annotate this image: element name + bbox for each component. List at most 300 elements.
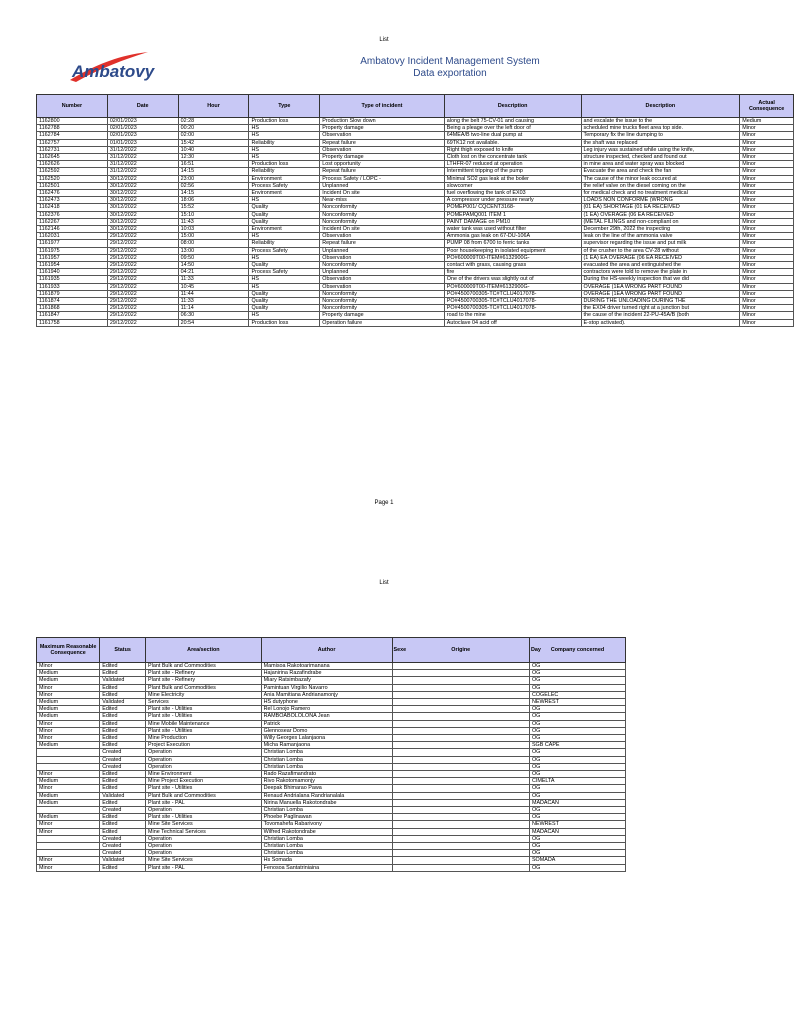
table-cell: OVERAGE (1EA WRONG PART FOUND (581, 283, 740, 290)
table-cell (392, 850, 529, 857)
table-cell (392, 778, 529, 785)
table-cell: Minor (740, 254, 794, 261)
table-cell: 11:14 (178, 305, 249, 312)
table-cell: Minor (740, 312, 794, 319)
table-cell: leak on the line of the ammonia valve (581, 233, 740, 240)
table-cell: NEWREST (529, 821, 625, 828)
table-cell: Validated (100, 857, 146, 864)
table-cell: December 29th, 2022 the inspecting (581, 226, 740, 233)
table-cell: Renaud Andrialana Randrianalala (261, 792, 392, 799)
table-cell: 30/12/2022 (107, 175, 178, 182)
table-cell: Created (100, 763, 146, 770)
table-cell (37, 843, 100, 850)
table-row (37, 161, 794, 168)
table-cell: Created (100, 749, 146, 756)
table-cell: fuel overflowing the tank of EX03 (444, 190, 581, 197)
column-header: Number (37, 95, 108, 118)
table-cell: Medium (37, 713, 100, 720)
table-cell: scheduled mine trucks fleet area top side. (581, 125, 740, 132)
table-row (37, 771, 626, 778)
column-header: Description (581, 95, 740, 118)
table-cell: 29/12/2022 (107, 290, 178, 297)
table-cell: Mine Production (146, 735, 262, 742)
table-row (37, 290, 794, 297)
table-cell: OG (529, 720, 625, 727)
table-cell: Quality (249, 305, 320, 312)
table-cell: PO#4500700305-TC#TCLU4017078- (444, 305, 581, 312)
page-header-label: List (379, 37, 389, 43)
table-cell: Edited (100, 735, 146, 742)
table-row (37, 792, 626, 799)
table-cell: Nonconformity (320, 218, 445, 225)
table-cell: Operation (146, 807, 262, 814)
table-cell: 29/12/2022 (107, 247, 178, 254)
table-cell: 29/12/2022 (107, 254, 178, 261)
table-cell: Edited (100, 821, 146, 828)
table-cell: Edited (100, 828, 146, 835)
table-cell: 1162788 (37, 125, 108, 132)
table-cell: Edited (100, 864, 146, 871)
table-cell: Rivo Rakotomamonjy (261, 778, 392, 785)
table-row (37, 807, 626, 814)
table-cell: Minor (740, 125, 794, 132)
table-cell (392, 821, 529, 828)
table-row (37, 118, 794, 125)
table-cell: PO#4500700305-TC#TCLU4017078- (444, 290, 581, 297)
table-cell: 1161847 (37, 312, 108, 319)
table-cell: Validated (100, 792, 146, 799)
table-cell: 10:03 (178, 226, 249, 233)
table-cell: Medium (37, 670, 100, 677)
column-header: Author (261, 638, 392, 663)
table-row (37, 254, 794, 261)
table-cell: OVERAGE (1EA WRONG PART FOUND (581, 290, 740, 297)
table-cell: Minor (37, 720, 100, 727)
table-cell: Wilfred Rakotondrabe (261, 828, 392, 835)
table-row (37, 850, 626, 857)
table-cell: Evacuate the area and check the fan (581, 168, 740, 175)
table-cell: Edited (100, 778, 146, 785)
table-cell: OG (529, 684, 625, 691)
table-cell: in mine area and water spray was blocked (581, 161, 740, 168)
logo-text: Ambatovy (72, 62, 155, 81)
table-cell: 30/12/2022 (107, 197, 178, 204)
table-cell: Operation (146, 756, 262, 763)
table-cell: 29/12/2022 (107, 240, 178, 247)
table-cell (392, 713, 529, 720)
table-cell: OG (529, 670, 625, 677)
table-cell: RAMBOABOLOLONA Jean (261, 713, 392, 720)
table-cell: Medium (37, 792, 100, 799)
table-cell: POMEP001/ CQCENT3168- (444, 204, 581, 211)
table-cell: 1161977 (37, 240, 108, 247)
table-cell: 1162784 (37, 132, 108, 139)
table-cell: Edited (100, 727, 146, 734)
table-cell: 1162757 (37, 139, 108, 146)
table-cell (392, 857, 529, 864)
table-cell: 16:51 (178, 161, 249, 168)
table-cell: Minor (740, 204, 794, 211)
table-cell: OG (529, 850, 625, 857)
table-row (37, 835, 626, 842)
table-cell: Unplanned (320, 182, 445, 189)
table-cell: Plant site - PAL (146, 864, 262, 871)
table-cell: 15:52 (178, 204, 249, 211)
table-cell: PO#4500700305-TC#TCLU4017078- (444, 298, 581, 305)
table-cell: OG (529, 814, 625, 821)
table-cell: Plant Bulk and Commodities (146, 663, 262, 670)
table-cell (392, 742, 529, 749)
table-row (37, 663, 626, 670)
table-cell (392, 670, 529, 677)
table-cell: Cloth lost on the concentrate tank (444, 154, 581, 161)
table-cell: 29/12/2022 (107, 233, 178, 240)
table-cell: 20:54 (178, 319, 249, 326)
table-cell: Production loss (249, 161, 320, 168)
table-cell: 31/12/2022 (107, 168, 178, 175)
table-cell: Reliability (249, 168, 320, 175)
table-cell: of the crusher to the area CV-28 without (581, 247, 740, 254)
table-cell: Minor (37, 684, 100, 691)
table-cell: Edited (100, 720, 146, 727)
table-cell (392, 749, 529, 756)
table-cell (37, 763, 100, 770)
table-cell (392, 771, 529, 778)
table-cell: Created (100, 835, 146, 842)
table-row (37, 821, 626, 828)
table-cell: Minor (37, 785, 100, 792)
table-cell: Minor (740, 283, 794, 290)
table-cell: Christian Lomba (261, 756, 392, 763)
table-cell: Operation (146, 763, 262, 770)
table-row (37, 139, 794, 146)
table-row (37, 778, 626, 785)
table-cell: 11:33 (178, 298, 249, 305)
table-row (37, 727, 626, 734)
table-cell: Process Safety (249, 182, 320, 189)
table-cell: Plant site - Utilities (146, 814, 262, 821)
table-cell: Quality (249, 262, 320, 269)
table-cell: 1162267 (37, 218, 108, 225)
table-cell: slowcomer (444, 182, 581, 189)
table-cell: 02:00 (178, 132, 249, 139)
table-cell: 11:44 (178, 290, 249, 297)
table-row (37, 319, 794, 326)
table-cell (392, 684, 529, 691)
table-cell: NEWREST (529, 699, 625, 706)
table-cell: HS (249, 132, 320, 139)
table-cell: Quality (249, 211, 320, 218)
table-cell: Edited (100, 691, 146, 698)
table-cell: 1162731 (37, 146, 108, 153)
table-cell: Minor (740, 218, 794, 225)
table-cell: Medium (37, 706, 100, 713)
table-cell: Being a pleage over the left door of (444, 125, 581, 132)
table-cell: Deepak Bhimarao Pawa (261, 785, 392, 792)
table-cell (392, 799, 529, 806)
table-cell: 30/12/2022 (107, 182, 178, 189)
table-cell: 1161874 (37, 298, 108, 305)
table-cell: Plant site - Refinery (146, 670, 262, 677)
table-cell: 30/12/2022 (107, 204, 178, 211)
table-cell: Nirina Manuella Rakotondrabe (261, 799, 392, 806)
table-cell: Repeat failure (320, 139, 445, 146)
table-cell: Minimal SO2 gas leak at the boiler (444, 175, 581, 182)
table-row (37, 132, 794, 139)
table-cell (37, 850, 100, 857)
table-cell: COGELEC (529, 691, 625, 698)
table-cell: and escalate the issue to the (581, 118, 740, 125)
table-row (37, 190, 794, 197)
table-row (37, 218, 794, 225)
table-cell: 31/12/2022 (107, 154, 178, 161)
table-cell: Minor (37, 691, 100, 698)
table-cell: Minor (740, 226, 794, 233)
table-cell: Nonconformity (320, 290, 445, 297)
table-cell: 06:30 (178, 312, 249, 319)
table-cell (392, 756, 529, 763)
table-cell: CIMELTA (529, 778, 625, 785)
table-cell: Edited (100, 706, 146, 713)
table-cell (392, 828, 529, 835)
table-cell: Medium (37, 799, 100, 806)
table-row (37, 247, 794, 254)
table-row (37, 197, 794, 204)
table-row (37, 799, 626, 806)
table-cell: 00:20 (178, 125, 249, 132)
table-cell: Reliability (249, 240, 320, 247)
table-row (37, 828, 626, 835)
table-cell: Repeat failure (320, 240, 445, 247)
table-cell: Created (100, 756, 146, 763)
table-cell: Observation (320, 146, 445, 153)
table-cell: 1161957 (37, 254, 108, 261)
table-cell: Minor (740, 211, 794, 218)
table-cell: Hajanirina Razafindrabe (261, 670, 392, 677)
table-cell: Minor (740, 168, 794, 175)
table-cell: (1 EA) EA OVERAGE (06 EA RECEIVED (581, 254, 740, 261)
table-row (37, 684, 626, 691)
table-cell: Validated (100, 677, 146, 684)
table-cell: 10:40 (178, 146, 249, 153)
table-cell: Christian Lomba (261, 850, 392, 857)
incident-table (36, 94, 794, 327)
table-cell (37, 835, 100, 842)
table-cell: OG (529, 771, 625, 778)
table-cell: Plant site - PAL (146, 799, 262, 806)
table-cell: 30/12/2022 (107, 226, 178, 233)
table-cell: Minor (740, 132, 794, 139)
table-cell: 1162645 (37, 154, 108, 161)
table-cell: Leg injury was sustained while using the knife, (581, 146, 740, 153)
table-cell: 09:50 (178, 254, 249, 261)
table-cell: the relief valve on the diesel coming on the (581, 182, 740, 189)
table-row (37, 175, 794, 182)
table-cell: Property damage (320, 312, 445, 319)
table-row (37, 125, 794, 132)
table-cell: supervisor regarding the issue and put milk (581, 240, 740, 247)
table-cell: OG (529, 713, 625, 720)
table-cell: Operation (146, 850, 262, 857)
table-cell: 11:43 (178, 218, 249, 225)
table-cell: Minor (740, 146, 794, 153)
table-cell: Nonconformity (320, 262, 445, 269)
column-header: Origine (392, 638, 529, 663)
table-cell: Mine Technical Services (146, 828, 262, 835)
table-cell: 14:15 (178, 168, 249, 175)
table-cell: DURING THE UNLOADING DURING THE (581, 298, 740, 305)
table-cell: Miary Ratsimbazafy (261, 677, 392, 684)
table-cell: Quality (249, 290, 320, 297)
table-row (37, 240, 794, 247)
table-row (37, 749, 626, 756)
table-cell: Medium (37, 778, 100, 785)
table-cell: 29/12/2022 (107, 305, 178, 312)
table-cell: along the belt 75-CV-01 and causing (444, 118, 581, 125)
table-cell: Minor (740, 247, 794, 254)
table-row (37, 312, 794, 319)
table-row (37, 699, 626, 706)
table-cell: HS (249, 312, 320, 319)
table-cell: Observation (320, 283, 445, 290)
table-cell: 64MEA/B two-line dual pump at (444, 132, 581, 139)
table-cell: evacuated the area and extinguished the (581, 262, 740, 269)
table-cell: road to the mine (444, 312, 581, 319)
table-cell: Minor (740, 240, 794, 247)
table-cell: Observation (320, 233, 445, 240)
table-cell: Operation (146, 835, 262, 842)
table-cell: 18:06 (178, 197, 249, 204)
table-cell: Minor (740, 269, 794, 276)
table-cell: Christian Lomba (261, 835, 392, 842)
table-cell: the shaft was replaced (581, 139, 740, 146)
table-cell: OG (529, 843, 625, 850)
table-cell: Minor (740, 161, 794, 168)
table-cell: Glennosear Domo (261, 727, 392, 734)
table-cell: Minor (37, 663, 100, 670)
table-cell: Ania Mamitiana Andrianamonjy (261, 691, 392, 698)
table-cell: Christian Lomba (261, 807, 392, 814)
table-row (37, 735, 626, 742)
table-cell: Edited (100, 814, 146, 821)
table-cell (392, 691, 529, 698)
table-cell: 1162626 (37, 161, 108, 168)
table-row (37, 691, 626, 698)
table-row (37, 785, 626, 792)
table-cell: Minor (740, 262, 794, 269)
table-cell: OG (529, 807, 625, 814)
table-cell: Nonconformity (320, 305, 445, 312)
column-header: Maximum Reasonable Consequence (37, 638, 100, 663)
table-cell: Property damage (320, 154, 445, 161)
table-cell: Incident On site (320, 226, 445, 233)
table-cell: 02:28 (178, 118, 249, 125)
table-cell: Minor (740, 154, 794, 161)
column-header: Type of incident (320, 95, 445, 118)
table-cell: 12:30 (178, 154, 249, 161)
table-cell: structure inspected, checked and found out (581, 154, 740, 161)
table-cell: contractors were told to remove the plate in (581, 269, 740, 276)
table-cell: Edited (100, 684, 146, 691)
table-cell: Edited (100, 771, 146, 778)
table-cell: HS (249, 233, 320, 240)
table-cell: 1161975 (37, 247, 108, 254)
table-cell: PO#600009T00-ITEM#6132900G- (444, 283, 581, 290)
table-row (37, 168, 794, 175)
table-cell: 1161868 (37, 305, 108, 312)
table-cell: Project Execution (146, 742, 262, 749)
table-cell: 29/12/2022 (107, 312, 178, 319)
table-cell (392, 864, 529, 871)
table-row (37, 706, 626, 713)
table-cell: Plant site - Utilities (146, 727, 262, 734)
page-title: Ambatovy Incident Management System (360, 56, 540, 67)
table-cell: 31/12/2022 (107, 161, 178, 168)
table-cell: Mine Site Services (146, 857, 262, 864)
table-cell: SGB CAPE (529, 742, 625, 749)
table-cell: Christian Lomba (261, 763, 392, 770)
table-cell: HS (249, 154, 320, 161)
column-header: Hour (178, 95, 249, 118)
table-cell: 04:21 (178, 269, 249, 276)
table-cell: Mine Electricity (146, 691, 262, 698)
table-cell: 1161879 (37, 290, 108, 297)
table-cell: Medium (37, 814, 100, 821)
table-cell: Willy Georges Lalanjaona (261, 735, 392, 742)
column-header: Status (100, 638, 146, 663)
table-cell: OG (529, 663, 625, 670)
table-cell: Minor (740, 298, 794, 305)
table-cell: 29/12/2022 (107, 298, 178, 305)
table-cell: Edited (100, 785, 146, 792)
column-header: Description (444, 95, 581, 118)
table-cell: Christian Lomba (261, 749, 392, 756)
table-cell: Created (100, 850, 146, 857)
table-cell: Plant site - Utilities (146, 706, 262, 713)
table-cell (37, 807, 100, 814)
table-cell: Mine Project Execution (146, 778, 262, 785)
table-cell: Nonconformity (320, 298, 445, 305)
table-cell: Minor (740, 175, 794, 182)
table-cell: OG (529, 706, 625, 713)
table-cell: Validated (100, 699, 146, 706)
table-cell: Production Slow down (320, 118, 445, 125)
table-cell: 1162501 (37, 182, 108, 189)
table-cell: Nonconformity (320, 211, 445, 218)
table-cell: 14:50 (178, 262, 249, 269)
table-cell: 30/12/2022 (107, 218, 178, 225)
column-header: Date (107, 95, 178, 118)
table-cell: (01 EA) SHORTAGE (01 EA RECEIVED (581, 204, 740, 211)
table-row (37, 670, 626, 677)
table-row (37, 305, 794, 312)
table-cell: Intermittent tripping of the pump (444, 168, 581, 175)
table-cell (392, 843, 529, 850)
table-cell: 02/01/2023 (107, 132, 178, 139)
table-cell (392, 663, 529, 670)
incident-details-table (36, 637, 626, 872)
table-cell (392, 785, 529, 792)
table-cell: Environment (249, 190, 320, 197)
table-cell: 1162031 (37, 233, 108, 240)
page-footer: Page 1 (374, 500, 394, 506)
table-cell: Production loss (249, 118, 320, 125)
table-cell: 15:00 (178, 233, 249, 240)
table-cell: 1162592 (37, 168, 108, 175)
table-cell: 1162800 (37, 118, 108, 125)
table-cell: Nonconformity (320, 204, 445, 211)
table-cell: Minor (37, 857, 100, 864)
